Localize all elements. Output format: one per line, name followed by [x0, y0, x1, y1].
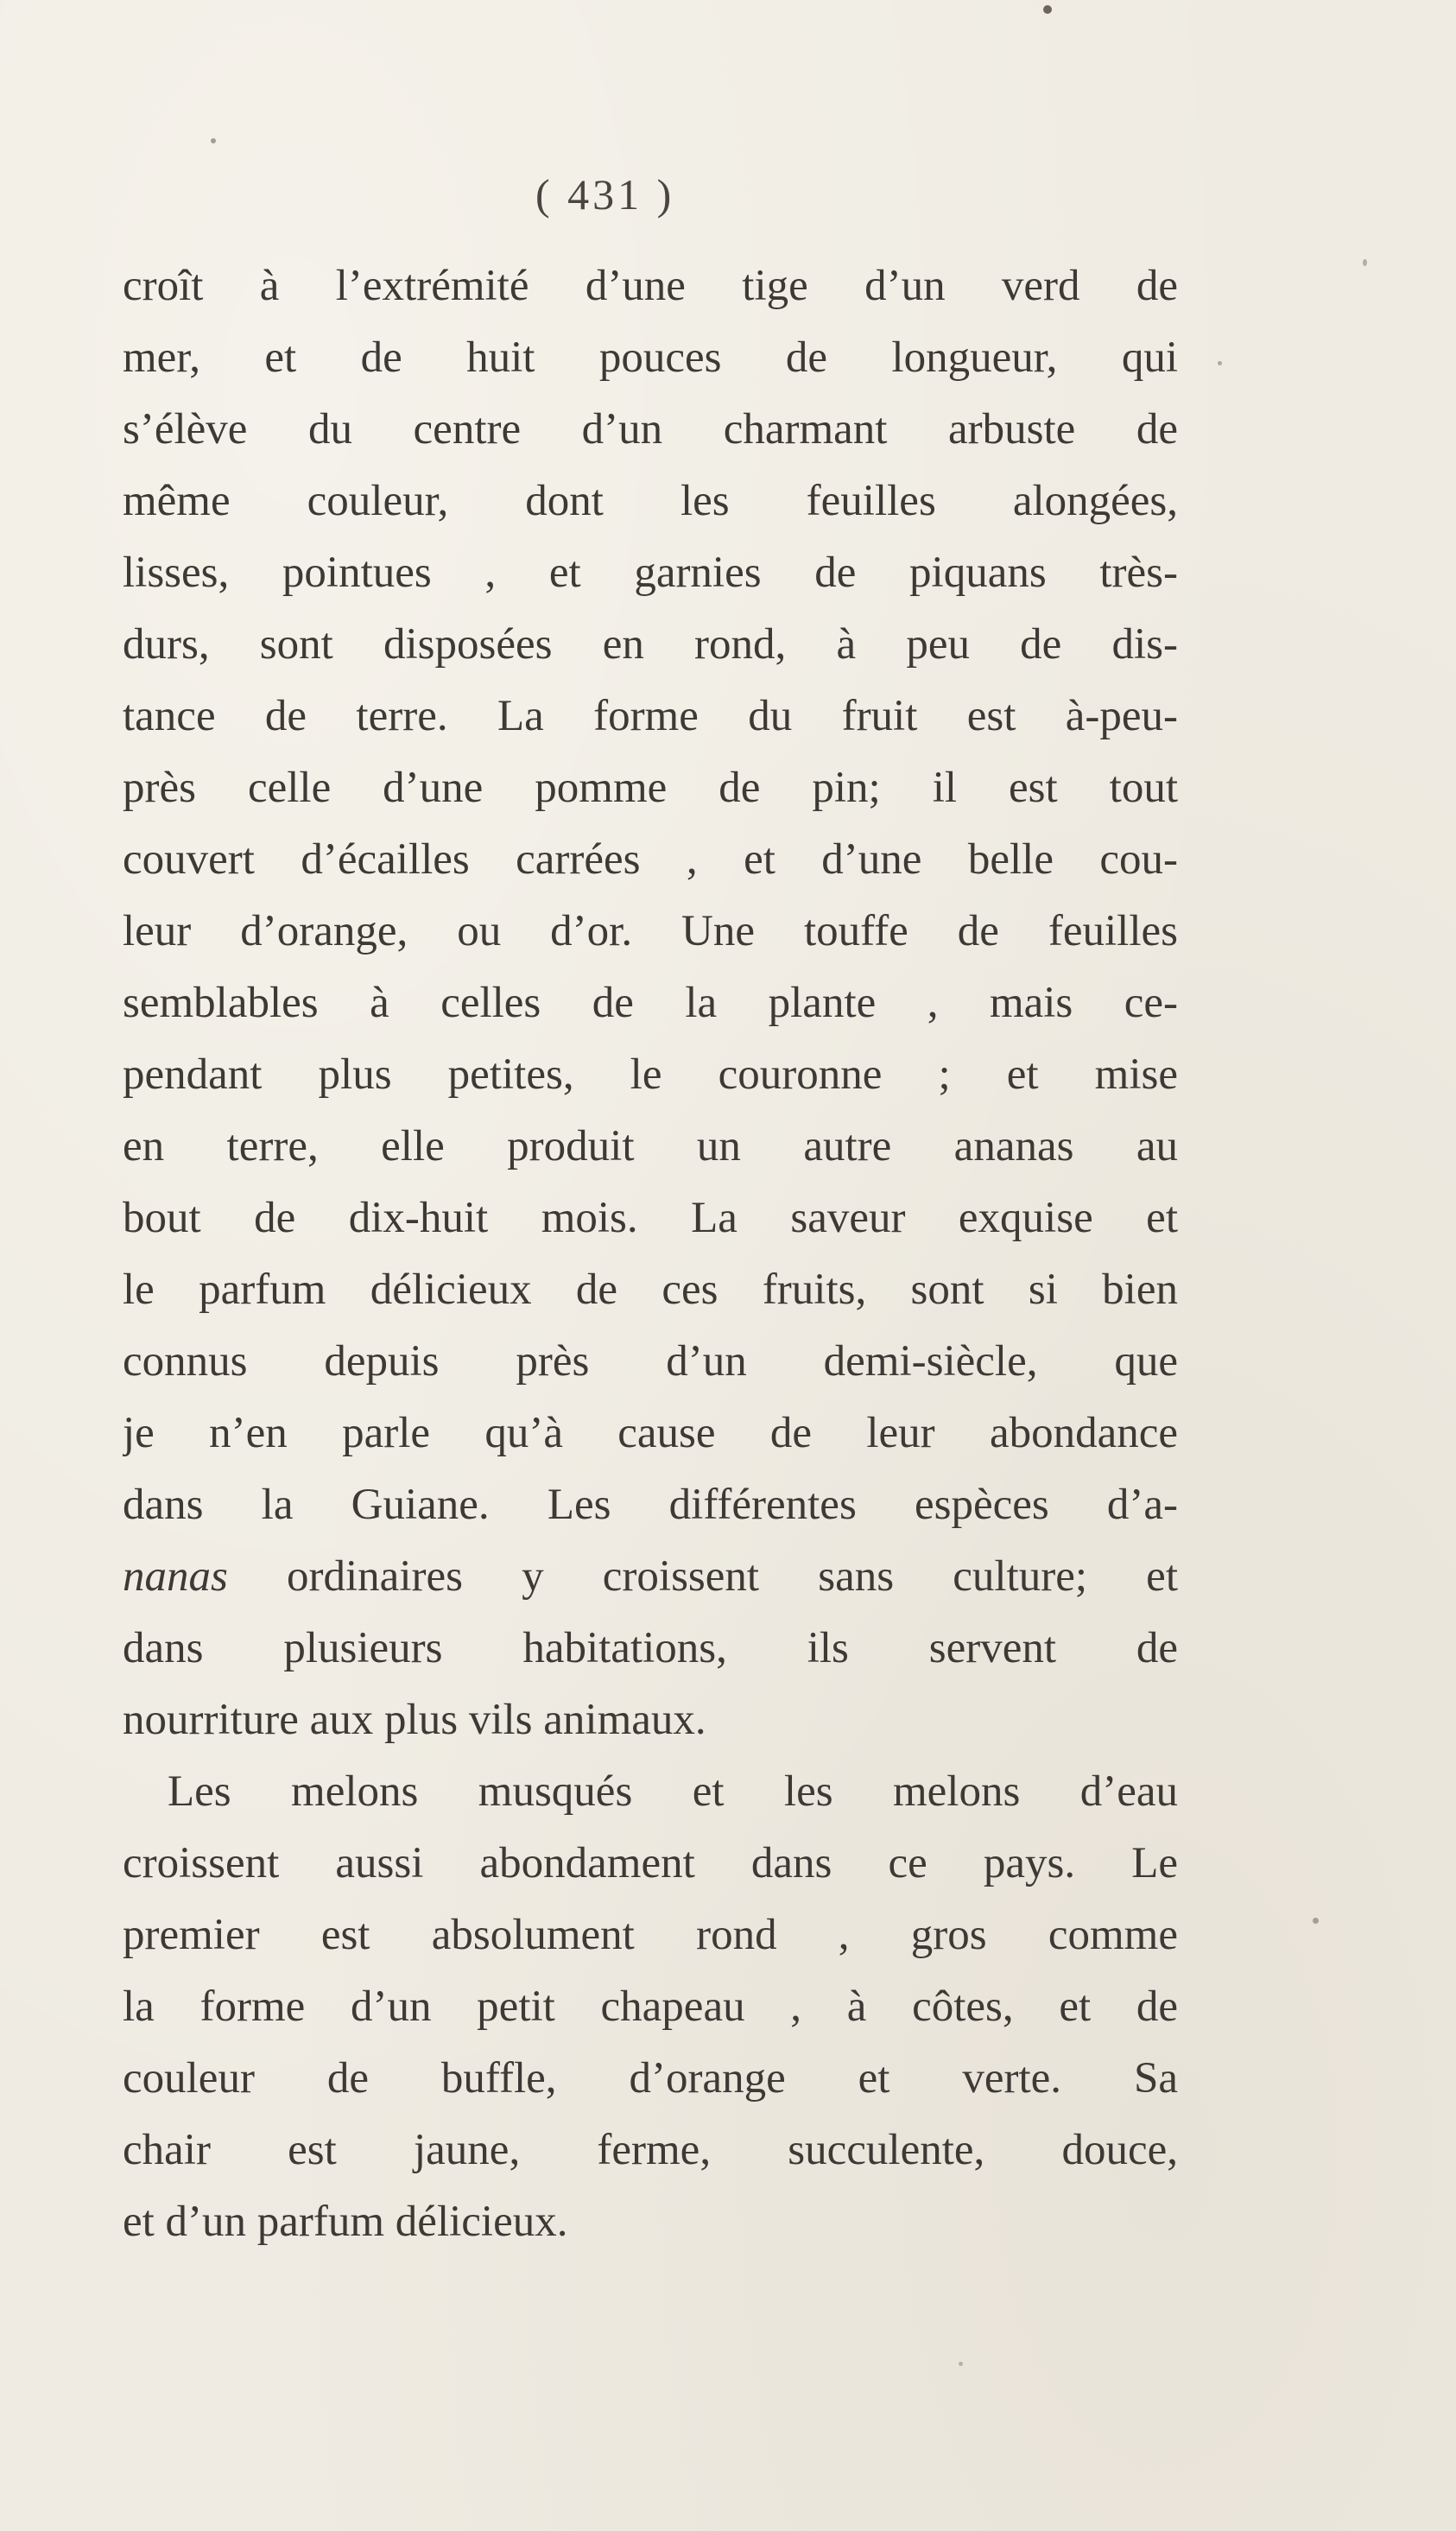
paper-speck [1043, 5, 1052, 14]
text-line: croît à l’extrémité d’une tige d’un verd de [123, 262, 1178, 310]
paper-speck [1363, 259, 1367, 266]
text-line: le parfum délicieux de ces fruits, sont si bien [123, 1266, 1178, 1314]
text-line: dans la Guiane. Les différentes espèces d’a- [123, 1481, 1178, 1529]
text-line: pendant plus petites, le couronne ; et mise [123, 1050, 1178, 1099]
text-line: croissent aussi abondament dans ce pays. Le [123, 1839, 1178, 1887]
text-line: couvert d’écailles carrées , et d’une belle cou- [123, 835, 1178, 884]
text-line: premier est absolument rond , gros comme [123, 1911, 1178, 1959]
text-line: bout de dix-huit mois. La saveur exquise et [123, 1194, 1178, 1242]
text-line: en terre, elle produit un autre ananas au [123, 1122, 1178, 1170]
text-line: mer, et de huit pouces de longueur, qui [123, 333, 1178, 382]
text-line: tance de terre. La forme du fruit est à-peu- [123, 692, 1178, 740]
text-line: et d’un parfum délicieux. [123, 2198, 568, 2246]
text-line: connus depuis près d’un demi-siècle, que [123, 1337, 1178, 1386]
text-line: s’élève du centre d’un charmant arbuste de [123, 405, 1178, 454]
text-line: chair est jaune, ferme, succulente, douce, [123, 2126, 1178, 2174]
text-line: lisses, pointues , et garnies de piquans très- [123, 549, 1178, 597]
text-line-italic-start [123, 1541, 1178, 1613]
paper-speck [1218, 361, 1222, 365]
text-line: je n’en parle qu’à cause de leur abondance [123, 1409, 1178, 1457]
text-line: même couleur, dont les feuilles alongées, [123, 477, 1178, 525]
text-line: la forme d’un petit chapeau , à côtes, et de [123, 1982, 1178, 2031]
text-line: leur d’orange, ou d’or. Une touffe de feuilles [123, 907, 1178, 955]
text-line: semblables à celles de la plante , mais ce- [123, 979, 1178, 1027]
italic-word: nanas [123, 1552, 228, 1601]
body-text [123, 251, 1178, 2258]
paper-speck [211, 138, 216, 143]
paper-speck [1313, 1918, 1319, 1924]
text-line: dans plusieurs habitations, ils servent de [123, 1624, 1178, 1672]
text-line: nourriture aux plus vils animaux. [123, 1696, 706, 1744]
text-line: couleur de buffle, d’orange et verte. Sa [123, 2054, 1178, 2103]
text-line-rest: ordinaires y croissent sans culture; et [227, 1552, 1178, 1601]
page-number: ( 431 ) [535, 170, 675, 219]
paper-speck [959, 2362, 963, 2366]
text-line: Les melons musqués et les melons d’eau [168, 1767, 1178, 1816]
text-line: près celle d’une pomme de pin; il est tout [123, 764, 1178, 812]
text-line: durs, sont disposées en rond, à peu de dis- [123, 620, 1178, 669]
